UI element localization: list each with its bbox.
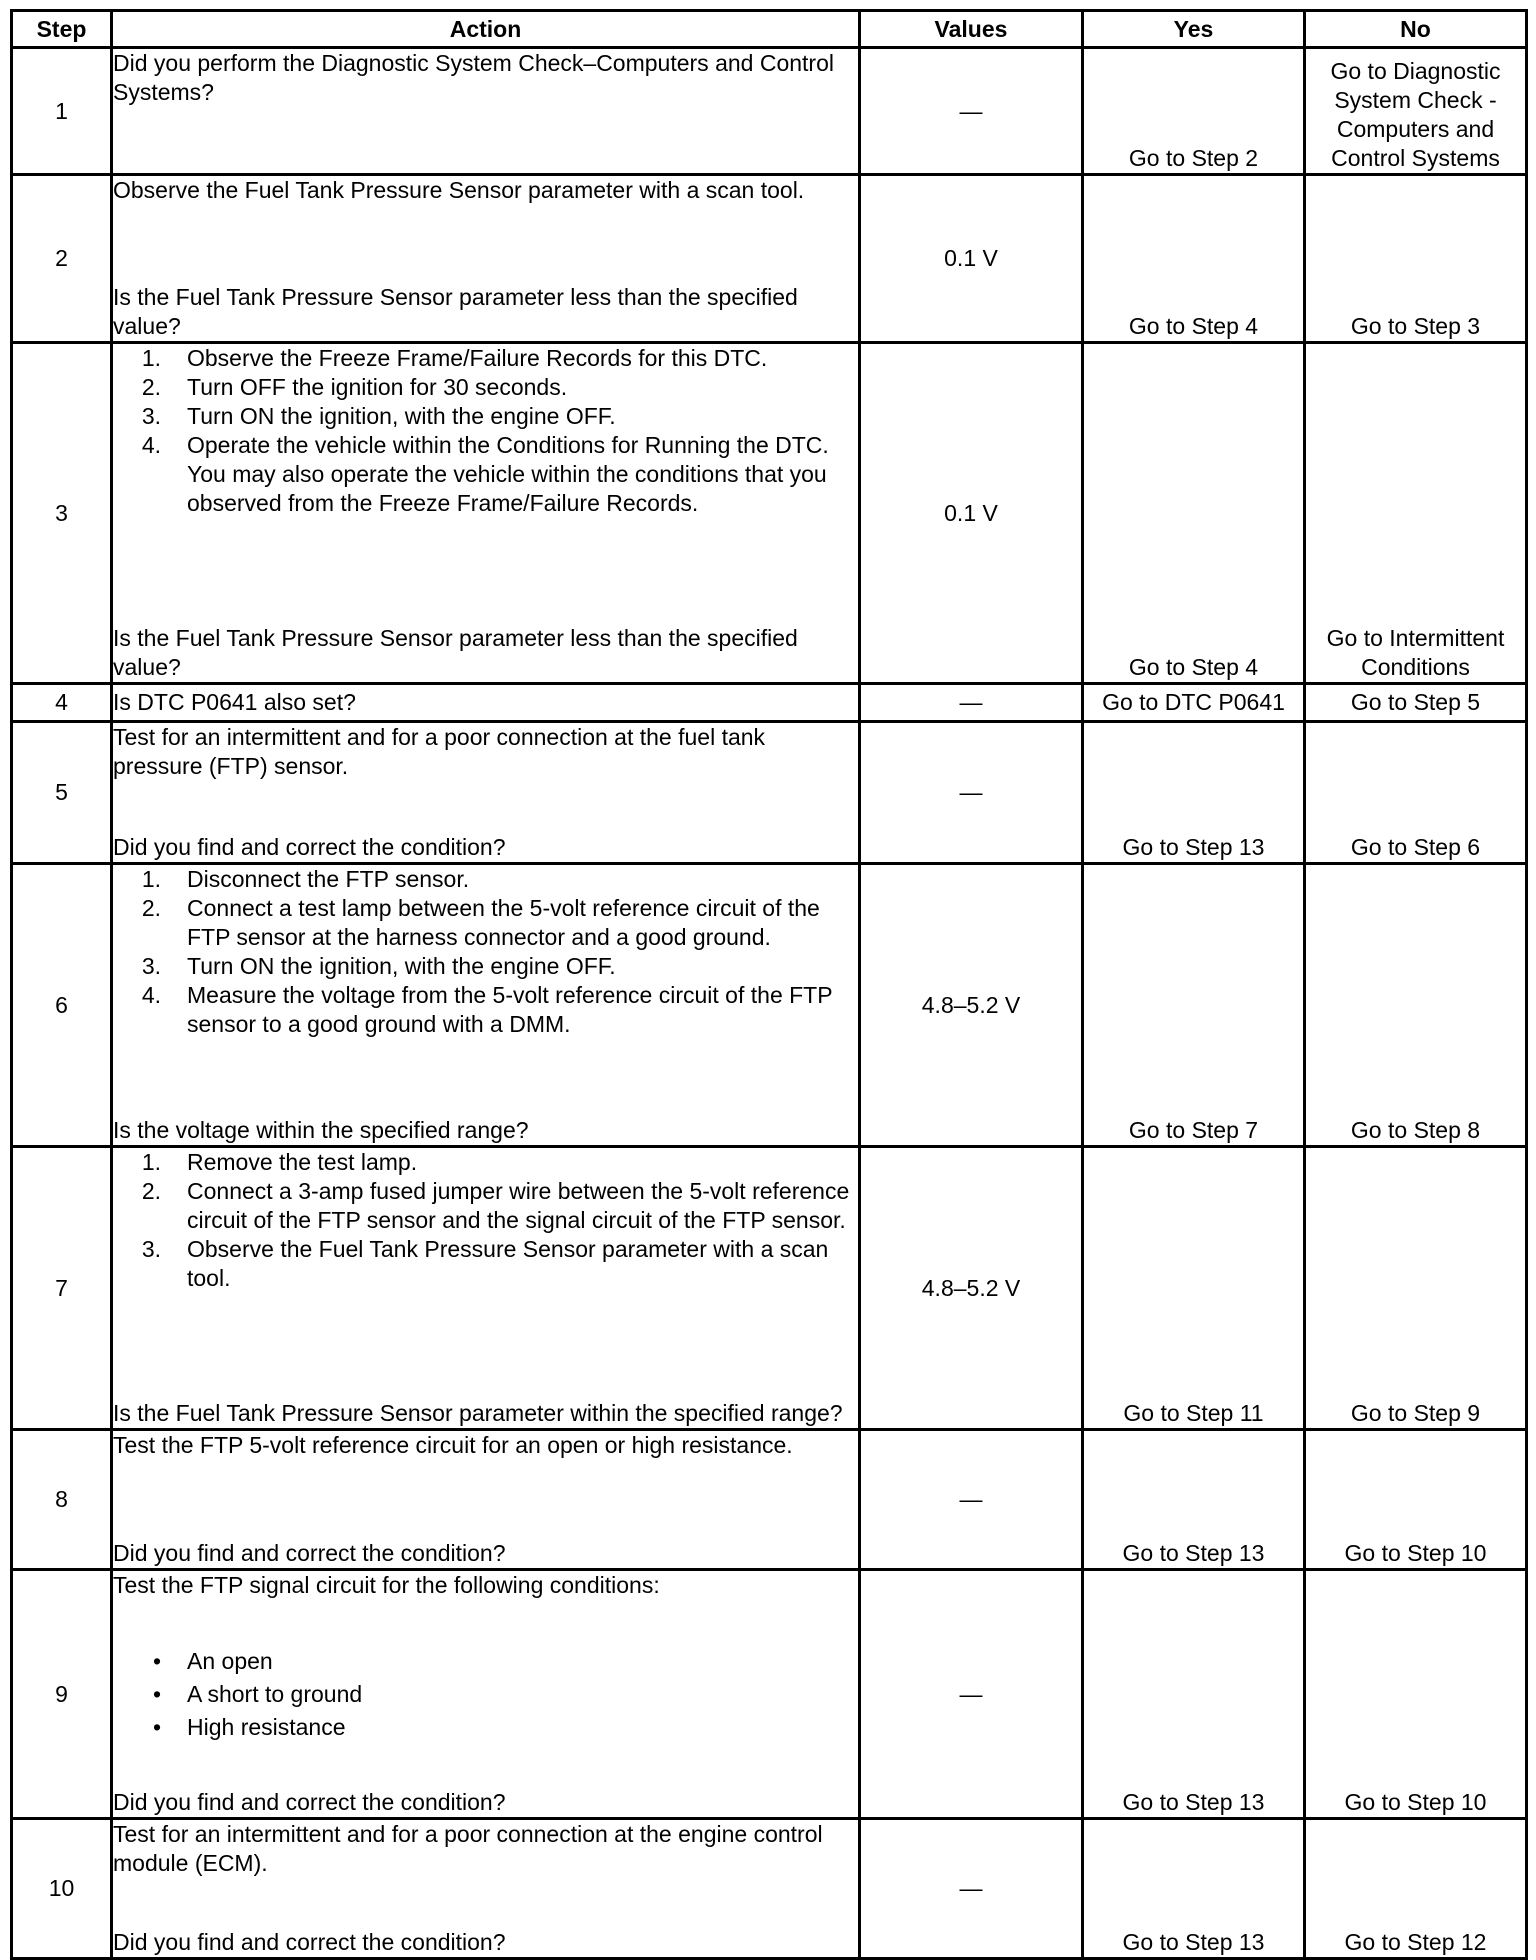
step-number: 2 — [12, 175, 112, 343]
table-row — [12, 1570, 1527, 1819]
yes-cell: Go to Step 13 — [1083, 722, 1305, 864]
action-question: Did you find and correct the condition? — [113, 1789, 506, 1815]
header-step: Step — [12, 11, 112, 48]
list-item: • High resistance — [152, 1713, 346, 1740]
action-cell — [112, 1430, 860, 1570]
header-values: Values — [860, 11, 1083, 48]
list-item: 2. Turn OFF the ignition for 30 seconds. — [141, 374, 568, 400]
action-cell — [112, 48, 860, 175]
list-item: 2. Connect a test lamp between the 5-volt reference circuit of the FTP sensor at the harness connector and a good ground. — [141, 895, 820, 950]
no-cell: Go to Step 6 — [1305, 722, 1527, 864]
step-number: 1 — [12, 48, 112, 175]
procedure-list — [113, 344, 858, 518]
yes-cell: Go to Step 11 — [1083, 1147, 1305, 1430]
header-no: No — [1305, 11, 1527, 48]
action-text: Test the FTP signal circuit for the following conditions: — [113, 1572, 660, 1598]
step-number: 4 — [12, 684, 112, 722]
table-row — [12, 1819, 1527, 1959]
yes-cell: Go to Step 13 — [1083, 1819, 1305, 1959]
action-cell — [112, 864, 860, 1147]
list-item: 2. Connect a 3-amp fused jumper wire between the 5-volt reference circuit of the FTP sensor and the signal circuit of the FTP sensor. — [141, 1178, 850, 1233]
list-item: • A short to ground — [152, 1680, 363, 1707]
list-item: 3. Observe the Fuel Tank Pressure Sensor parameter with a scan tool. — [141, 1236, 829, 1291]
list-item: 3. Turn ON the ignition, with the engine OFF. — [141, 953, 616, 979]
step-number: 10 — [12, 1819, 112, 1959]
value-cell: — — [860, 1430, 1083, 1570]
list-item: 1. Remove the test lamp. — [141, 1149, 418, 1175]
action-cell — [112, 1147, 860, 1430]
list-item: • An open — [152, 1647, 273, 1674]
step-number: 3 — [12, 343, 112, 684]
value-cell: 0.1 V — [860, 175, 1083, 343]
value-cell: — — [860, 1819, 1083, 1959]
no-cell: Go to Intermittent Conditions — [1305, 343, 1527, 684]
no-cell: Go to Step 10 — [1305, 1430, 1527, 1570]
action-cell — [112, 684, 860, 722]
action-question: Did you find and correct the condition? — [113, 834, 506, 860]
action-question: Is the Fuel Tank Pressure Sensor parameter less than the specified value? — [113, 625, 798, 680]
action-question: Did you find and correct the condition? — [113, 1540, 506, 1566]
yes-cell: Go to Step 2 — [1083, 48, 1305, 175]
table-row — [12, 684, 1527, 722]
step-number: 8 — [12, 1430, 112, 1570]
step-number: 9 — [12, 1570, 112, 1819]
step-number: 7 — [12, 1147, 112, 1430]
yes-cell: Go to Step 4 — [1083, 175, 1305, 343]
value-cell: 4.8–5.2 V — [860, 864, 1083, 1147]
action-question: Is the voltage within the specified range? — [113, 1117, 529, 1143]
yes-cell: Go to Step 4 — [1083, 343, 1305, 684]
action-text: Is DTC P0641 also set? — [113, 689, 356, 715]
action-cell — [112, 1570, 860, 1819]
yes-cell: Go to Step 13 — [1083, 1430, 1305, 1570]
action-text: Test the FTP 5-volt reference circuit for an open or high resistance. — [113, 1432, 793, 1458]
no-cell: Go to Step 12 — [1305, 1819, 1527, 1959]
no-cell: Go to Step 9 — [1305, 1147, 1527, 1430]
list-item: 4. Measure the voltage from the 5-volt reference circuit of the FTP sensor to a good ground with a DMM. — [141, 982, 833, 1037]
value-cell: — — [860, 684, 1083, 722]
list-item: 1. Disconnect the FTP sensor. — [141, 866, 470, 892]
value-cell: — — [860, 1570, 1083, 1819]
header-action: Action — [112, 11, 860, 48]
step-number: 6 — [12, 864, 112, 1147]
no-cell: Go to Diagnostic System Check - Computers and Control Systems — [1305, 48, 1527, 175]
action-question: Did you find and correct the condition? — [113, 1929, 506, 1955]
action-text: Test for an intermittent and for a poor connection at the fuel tank pressure (FTP) sensor. — [113, 724, 766, 779]
list-item: 4. Operate the vehicle within the Conditions for Running the DTC. You may also operate the vehicle within the conditions that you observed from the Freeze Frame/Failure Records. — [141, 432, 829, 516]
procedure-list — [113, 865, 858, 1039]
yes-cell: Go to Step 7 — [1083, 864, 1305, 1147]
yes-cell: Go to DTC P0641 — [1083, 684, 1305, 722]
action-question: Is the Fuel Tank Pressure Sensor parameter less than the specified value? — [113, 284, 798, 339]
table-row — [12, 175, 1527, 343]
value-cell: — — [860, 722, 1083, 864]
action-cell — [112, 1819, 860, 1959]
header-row — [12, 11, 1527, 48]
table-row — [12, 1430, 1527, 1570]
diagnostic-table — [10, 9, 1528, 1960]
no-cell: Go to Step 8 — [1305, 864, 1527, 1147]
table-row — [12, 722, 1527, 864]
step-number: 5 — [12, 722, 112, 864]
action-cell — [112, 175, 860, 343]
yes-cell: Go to Step 13 — [1083, 1570, 1305, 1819]
header-yes: Yes — [1083, 11, 1305, 48]
list-item: 1. Observe the Freeze Frame/Failure Records for this DTC. — [141, 345, 768, 371]
condition-list — [113, 1645, 858, 1744]
action-text: Observe the Fuel Tank Pressure Sensor parameter with a scan tool. — [113, 177, 805, 203]
procedure-list — [113, 1148, 858, 1293]
value-cell: 4.8–5.2 V — [860, 1147, 1083, 1430]
list-item: 3. Turn ON the ignition, with the engine OFF. — [141, 403, 616, 429]
action-question: Is the Fuel Tank Pressure Sensor parameter within the specified range? — [113, 1400, 843, 1426]
action-text: Test for an intermittent and for a poor connection at the engine control module (ECM). — [113, 1821, 823, 1876]
table-row — [12, 343, 1527, 684]
table-row — [12, 1147, 1527, 1430]
value-cell: 0.1 V — [860, 343, 1083, 684]
value-cell: — — [860, 48, 1083, 175]
no-cell: Go to Step 5 — [1305, 684, 1527, 722]
action-text: Did you perform the Diagnostic System Check–Computers and Control Systems? — [113, 50, 834, 105]
action-cell — [112, 722, 860, 864]
no-cell: Go to Step 10 — [1305, 1570, 1527, 1819]
no-cell: Go to Step 3 — [1305, 175, 1527, 343]
table-row — [12, 864, 1527, 1147]
table-row — [12, 48, 1527, 175]
action-cell — [112, 343, 860, 684]
